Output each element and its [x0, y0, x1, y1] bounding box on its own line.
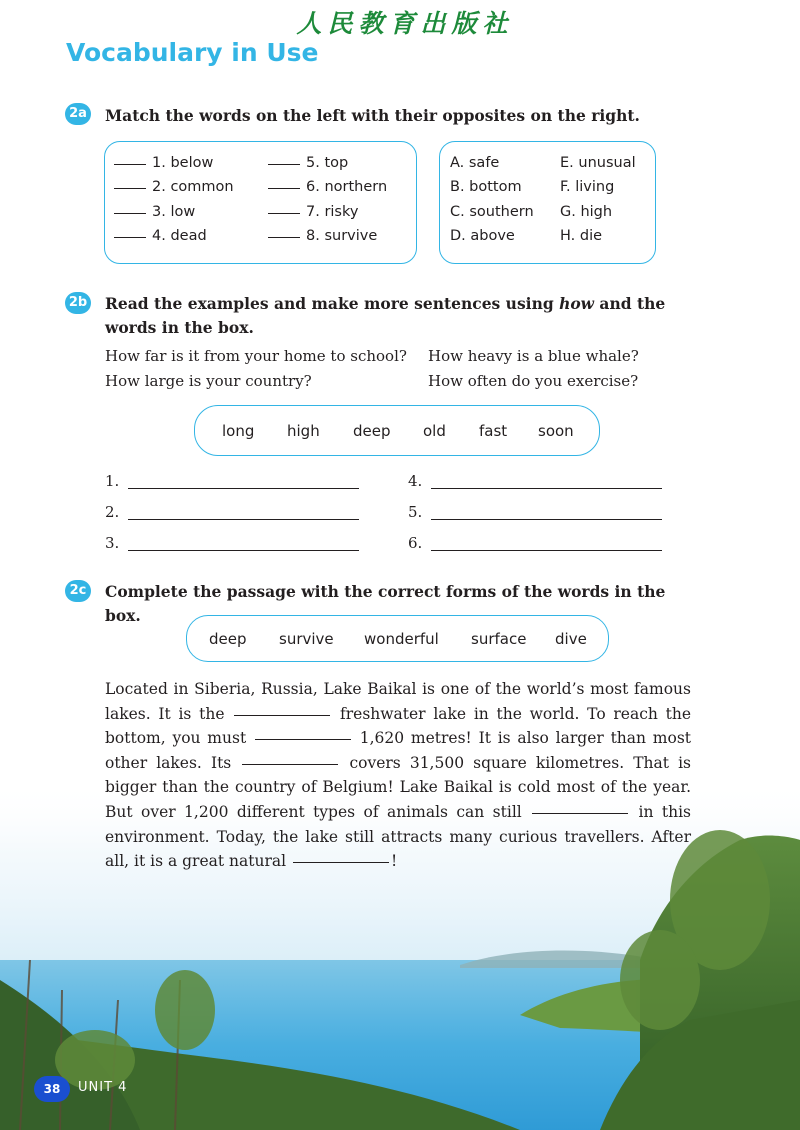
answer-number: 6. — [408, 534, 423, 552]
opposite-item: D. above — [450, 228, 515, 244]
answer-number: 5. — [408, 503, 423, 521]
word-box-item: deep — [353, 422, 391, 440]
answer-blank[interactable] — [268, 236, 300, 238]
word-box-item: long — [222, 422, 255, 440]
word-box-item: wonderful — [364, 630, 439, 648]
word-box-item: dive — [555, 630, 587, 648]
match-item: 1. below — [114, 155, 213, 171]
answer-line[interactable] — [431, 519, 662, 520]
word-box-item: deep — [209, 630, 247, 648]
exercise-2a-instruction: Match the words on the left with their opposites on the right. — [105, 106, 640, 125]
answer-number: 4. — [408, 472, 423, 490]
answer-blank[interactable] — [114, 163, 146, 165]
answer-number: 3. — [105, 534, 120, 552]
page-number-badge: 38 — [34, 1076, 70, 1102]
example-sentence: How large is your country? — [105, 372, 312, 390]
answer-line[interactable] — [431, 550, 662, 551]
exercise-2a-badge: 2a — [65, 103, 91, 125]
answer-number: 1. — [105, 472, 120, 490]
word-box-item: surface — [471, 630, 527, 648]
passage-blank[interactable] — [293, 861, 389, 863]
opposite-item: E. unusual — [560, 155, 636, 171]
passage-blank[interactable] — [532, 812, 628, 814]
answer-blank[interactable] — [268, 187, 300, 189]
example-sentence: How heavy is a blue whale? — [428, 347, 639, 365]
match-item: 6. northern — [268, 179, 387, 195]
answer-line[interactable] — [431, 488, 662, 489]
opposite-item: C. southern — [450, 204, 534, 220]
answer-blank[interactable] — [268, 212, 300, 214]
exercise-2c-badge: 2c — [65, 580, 91, 602]
match-item: 3. low — [114, 204, 195, 220]
reading-passage: Located in Siberia, Russia, Lake Baikal is one of the world’s most famous lakes. It is the freshwater lake in the world. To reach the bottom, you must 1,620 metres! It is also larger than most other lakes. Its covers 31,500 square kilometres. That is bigger than the country of Belgium! Lake Baikal is cold most of the year. But over 1,200 different types of animals can still in this environment. Today, the lake still attracts many curious travellers. After all, it is a great natural ! — [105, 680, 692, 871]
word-box-item: soon — [538, 422, 574, 440]
match-item: 8. survive — [268, 228, 377, 244]
match-item: 2. common — [114, 179, 234, 195]
match-item: 4. dead — [114, 228, 207, 244]
word-box-item: high — [287, 422, 320, 440]
match-item: 5. top — [268, 155, 348, 171]
exercise-2b-badge: 2b — [65, 292, 91, 314]
answer-blank[interactable] — [114, 212, 146, 214]
exercise-2b-instruction: Read the examples and make more sentences using how and the words in the box. — [105, 294, 666, 337]
answer-blank[interactable] — [114, 187, 146, 189]
opposite-item: F. living — [560, 179, 615, 195]
passage-blank[interactable] — [242, 763, 338, 765]
answer-line[interactable] — [128, 488, 359, 489]
opposite-item: H. die — [560, 228, 603, 244]
answer-blank[interactable] — [268, 163, 300, 165]
word-box-item: fast — [479, 422, 508, 440]
passage-blank[interactable] — [234, 714, 330, 716]
word-box-item: old — [423, 422, 446, 440]
match-item: 7. risky — [268, 204, 358, 220]
opposite-item: A. safe — [450, 155, 500, 171]
publisher-logo: 人民教育出版社 — [296, 9, 514, 38]
opposite-item: G. high — [560, 204, 613, 220]
answer-line[interactable] — [128, 519, 359, 520]
opposite-item: B. bottom — [450, 179, 522, 195]
example-sentence: How far is it from your home to school? — [105, 347, 407, 365]
answer-line[interactable] — [128, 550, 359, 551]
exercise-2c-instruction: Complete the passage with the correct forms of the words in the box. — [105, 582, 666, 625]
section-title: Vocabulary in Use — [66, 38, 319, 67]
example-sentence: How often do you exercise? — [428, 372, 639, 390]
answer-blank[interactable] — [114, 236, 146, 238]
passage-blank[interactable] — [255, 738, 351, 740]
unit-label: UNIT 4 — [78, 1080, 128, 1095]
answer-number: 2. — [105, 503, 120, 521]
word-box-item: survive — [279, 630, 334, 648]
